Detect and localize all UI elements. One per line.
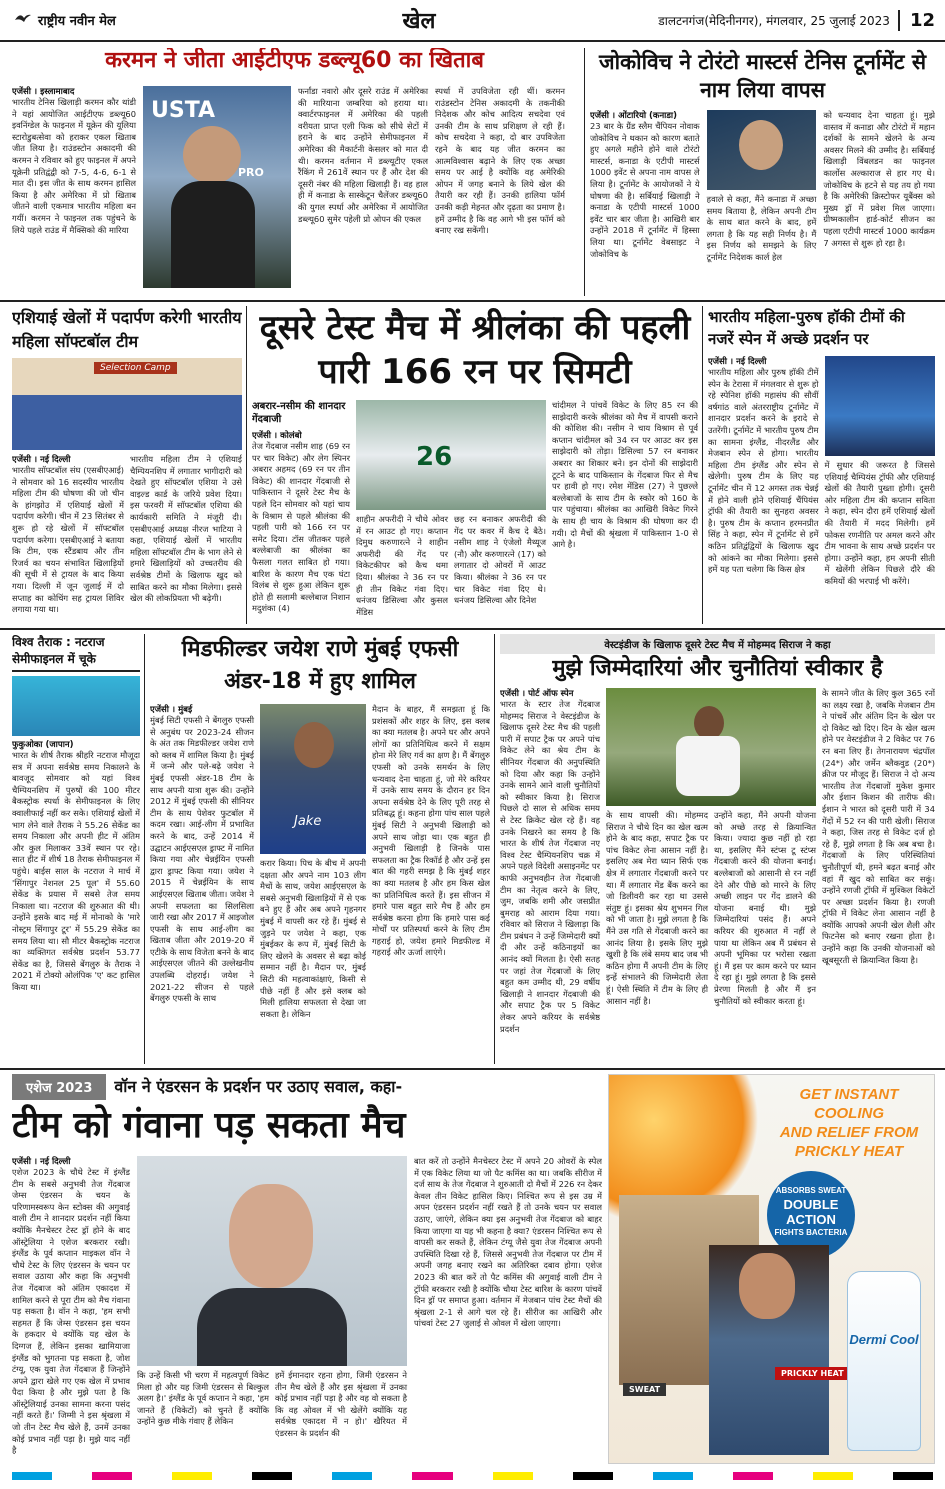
article-body: चांदीमल ने पांचवें विकेट के लिए 85 रन की साझेदारी करके श्रीलंका को मैच में वापसी कराने की कोशिश की। नसीम ने चाय विश्राम से पूर्व कप्तान चांदीमल को 34 रन पर आउट कर इस साझेदारी को तोड़ा। डिसिल्वा 57 रन बनाकर अबरार का शिकार बने। इन दोनों की साझेदारी टूटने के बाद पाकिस्तान के गेंदबाज फिर से मैच पर हावी हो गए। रमेश मेंडिस (27) ने पुछल्ले बल्लेबाजों के साथ टीम के स्कोर को 160 के पार पहुंचाया। श्रीलंका का आखिरी विकेट गिरने के साथ ही चाय के विश्राम की घोषणा कर दी गयी। दो मैचों की श्रृंखला में पाकिस्तान 1-0 से आगे है। (552, 400, 698, 550)
headline: करमन ने जीता आईटीएफ डब्ल्यू60 का खिताब (105, 48, 484, 73)
byline: फुकुओका (जापान) (12, 740, 74, 750)
article-body: हमें ईमानदार रहना होगा, जिमी एंडरसन ने तीन मैच खेले हैं और इस श्रृंखला में उनका कोई प्रभाव नहीं पड़ा है और वह वो सकता है कि वह ओवल में भी खेलेंगे क्योंकि यह सर्वश्रेष्ठ एकादश में न हो।' खैरियत में एंडरसन के प्रदर्शन की (275, 1370, 407, 1438)
article-body: को धन्यवाद देना चाहता हूं। मुझे वास्तव में कनाडा और टोरंटो में महान दर्शकों के सामने खेलने के अन्य अवसर मिलने की उम्मीद है। सर्बियाई खिलाड़ी विंबलडन का फाइनल कार्लोस अल्काराज से हार गए थे। जोकोविच के हटने से यह तय हो गया है कि अमेरिकी क्रिस्टोफर यूबैंक्स को मुख्य ड्रॉ में प्रवेश मिल जाएगा। ग्रीष्मकालीन हार्ड-कोर्ट सीजन का पहला एटीपी मास्टर्स 1000 कार्यक्रम 7 अगस्त से शुरू हो रहा है। (823, 110, 935, 248)
kicker: वेस्टइंडीज के खिलाफ दूसरे टेस्ट मैच में मोहम्मद सिराज ने कहा (500, 634, 935, 654)
article-body: बात करें तो उन्होंने मैनचेस्टर टेस्ट में अपने 20 ओवरों के स्पेल में एक विकेट लिया था जो पैट कमिंस का था। जबकि सीरीज में दर्ज साथ के तेज गेंदबाज ने शुरुआती दो मैचों में 226 रन देकर केवल तीन विकेट हासिल किए। निश्चित रूप से इस उम्र में अपन एंडरसन प्रदर्शन नहीं रखते हैं तो उनके चयन पर सवाल उठाए, जाएंगे, लेकिन क्या इस अनुभवी तेज गेंदबाज को बाहर किया जाएगा या यह भी कहना है क्या? एंडरसन निश्चित रूप से वापसी कर सकते हैं, लेकिन टंग्यू जैसे युवा तेज गेंदबाज अपनी उपस्थिति दिखा रहे हैं, जिससे अनुभवी तेज गेंदबाज पर टीम में अपनी जगह बनाए रखने का अतिरिक्त दबाव होगा। एशेज 2023 की बात करें तो पैट कमिंस की अगुवाई वाली टीम ने ट्रॉफी बरकरार रखी है क्योंकि चौथा टेस्ट बारिश के कारण पांचवें दिन ड्रॉ पर समाप्त हुआ। वर्तमान में मेजबान पांच टेस्ट मैचों की श्रृंखला 2-1 से आगे चल रहे हैं। सीरीज का आखिरी और पांचवां टेस्ट 27 जुलाई से ओवल में खेला जाएगा। (414, 1156, 602, 1329)
story-srilanka (252, 306, 698, 624)
prickly-heat-label: PRICKLY HEAT (775, 1367, 850, 1380)
article-body: भारतीय टेनिस खिलाड़ी करमन कौर थांडी ने यहां आयोजित आईटीएफ डब्ल्यू60 इवनिंग्डेल के फाइनल में यूक्रेन की यूलिया स्टारोडुबत्सेवा को हराकर एकल खिताब जीत लिया है। राउंडस्टोन अकादमी की करमन ने रविवार को हुए फाइनल में अपने यूक्रेनी प्रतिद्वंद्वी को 7-5, 4-6, 6-1 से मात दी। इस जीत के साथ करमन हासिल किया है और अमेरिका में प्रो खिताब जीतने वाली एकमात्र भारतीय महिला बन गयीं। करमन ने फाइनल तक पहुंचने के लिये पहले राउंड में मैक्सिको की मारिया (12, 97, 136, 235)
article-body: भारतीय महिला और पुरुष हॉकी टीमें स्पेन के टेरासा में मंगलवार से शुरू हो रहे स्पेनिश हॉकी महासंघ की सौवीं वर्षगांठ वाले अंतरराष्ट्रीय टूर्नामेंट में शानदार प्रदर्शन करने के इरादे से उतरेंगी। टूर्नामेंट में भारतीय पुरुष टीम का सामना इंग्लैंड, नीदरलैंड और मेजबान स्पेन से होगा। भारतीय महिला टीम इंग्लैंड और स्पेन से खेलेगी। पुरुष टीम के लिए यह टूर्नामेंट चीन में 12 अगस्त तक चेन्नई में होने वाली होने एशियाई चैंपियंस ट्रॉफी की तैयारी का सुनहरा अवसर है। पुरुष टीम के कप्तान हरमनप्रीत सिंह ने कहा, स्पेन में टूर्नामेंट से हमें कठिन प्रतिद्वंद्वियों के खिलाफ खुद को आंकने का मौका मिलेगा। इससे हमें यह पता चलेगा कि किस क्षेत्र (708, 367, 819, 575)
pro-banner-text: PRO (238, 166, 264, 179)
dateline: डालटनगंज(मेदिनीनगर), मंगलवार, 25 जुलाई 2023 (658, 13, 890, 28)
player-face (294, 722, 334, 768)
article-body: के सामने जीत के लिए कुल 365 रनों का लक्ष्य रखा है, जबकि मेजबान टीम ने पांचवें और अंतिम दिन के खेल पर दो विकेट खो दिए। दिन के खेल खत्म होने पर वेस्टइंडीज ने 2 विकेट पर 76 रन बना लिए हैं। तेगनारायण चंद्रपॉल (24*) और जर्मेन ब्लैकवुड (20*) क्रीज पर मौजूद हैं। सिराज ने दो अन्य भारतीय तेज गेंदबाजों मुकेश कुमार और ईशान किशन की तारीफ की। ईशान ने भारत को दूसरी पारी में 34 गेंदों में 52 रन की पारी खेली। सिराज ने कहा, जिस तरह से विकेट दर्ज हो रहे हैं, मुझे लगता है कि अब बचा है। गेंदबाजों के लिए परिस्थितियां चुनौतीपूर्ण थी, हमने बढ़त बनाई और वहां मैं खुद को साबित कर सकूं। उन्होंने रणजी ट्रॉफी में मुश्किल विकेटों पर अच्छा प्रदर्शन किया है। रणजी ट्रॉफी में विकेट लेना आसान नहीं है क्योंकि आपको अपनी खेल शैली और फिटनेस को बनाए रखना होता है। उन्होंने कहा कि उनकी योजनाओं को खूबसूरती से क्रियान्वित किया है। (822, 688, 935, 965)
story-karman (12, 48, 577, 296)
usta-banner-text: USTA (151, 98, 216, 123)
paper-name: राष्ट्रीय नवीन मेल (38, 14, 116, 29)
byline: एजेंसी । इस्लामाबाद (12, 87, 75, 97)
player-face (739, 120, 783, 170)
article-body: भारतीय महिला टीम ने एशियाई चैम्पियनशिप में लगातार भागीदारी को देखते हुए सॉफ्टबॉल एशिया ने उसे वाइल्ड कार्ड के जरिये प्रवेश दिया। इस फरवरी में सॉफ्टबॉल एशिया की कार्यकारी समिति ने मंजूरी दी। एसबीएआई अध्यक्ष नीरज भाटिया ने कहा, एशियाई खेलों में भारतीय महिला सॉफ्टबॉल टीम के भाग लेने से हमारे खिलाड़ियों को उच्चतरीय की सर्वश्रेष्ठ टीमों के खिलाफ खुद को साबित करने का मौका मिलेगा। इससे खेल की लोकप्रियता भी बढ़ेगी। (130, 454, 242, 604)
ad-headline-line-3: PRICKLY HEAT (794, 1143, 904, 1160)
hockey-team-photo (825, 356, 936, 456)
registration-marks (12, 1472, 933, 1480)
badge-bottom-text: FIGHTS BACTERIA (774, 1228, 848, 1237)
article-body: मैदान के बाहर, मैं समझता हूं कि प्रशंसकों और शहर के लिए, इस क्लब का क्या मतलब है। अपने घर और अपने लोगों का प्रतिनिधित्व करने में सक्षम होना मेरे लिए गर्व का क्षण है। मैं बेंगलुरु एफसी को उनके समर्थन के लिए धन्यवाद देना चाहता हूं, जो मेरे करियर में उनके साथ समय के दौरान हर दिन अपना सर्वश्रेष्ठ देने के लिए पूरी तरह से प्रतिबद्ध हूं। कहना होगा पांच साल पहले मुंबई सिटी ने अनुभवी खिलाड़ी को अपने साथ जोड़ा था। एक बहुत ही अनुभवी खिलाड़ी है जिनके पास सफलता का ट्रैक रिकॉर्ड है और उन्हें इस बात की गहरी समझ है कि मुंबई शहर का क्या मतलब है और हम किस खेल का प्रतिनिधित्व करते हैं। इस सीजन में हमारे पास बहुत सारे मैच हैं और हम सर्वश्रेष्ठ करना होगा कि हमारे पास कई मोर्चों पर प्रतिस्पर्धा करने के लिए टीम गहराई हो, जयेश हमारे मिडफील्ड में गहराई और ऊर्जा लाएंगे। (372, 704, 490, 958)
headline: टीम को गंवाना पड़ सकता मैच (12, 1105, 406, 1146)
bird-logo-icon (14, 12, 32, 28)
softball-team-photo (12, 358, 242, 450)
paper-logo (0, 11, 300, 29)
headline: जोकोविच ने टोरंटो मास्टर्स टेनिस टूर्नामेंट से नाम लिया वापस (598, 50, 927, 102)
article-body: फर्नांडा नवारो और दूसरे राउंड में अमेरिका की मारियाना जम्बरिया को हराया था। क्वार्टरफाइनल में अमेरिका की पहली वरीयता प्राप्त एली फिक को सीधे सेटों में हराने के बाद उन्होंने सेमीफाइनल में अमेरिका की मैकार्टनी केसलर को मात दी थी। करमन वर्तमान में डब्ल्यूटीए एकल रैंकिंग में 261वें स्थान पर हैं और देश की दूसरी नंबर की महिला खिलाड़ी हैं। वह हाल ही में कनाडा के सास्केटून चैलेंजर डब्ल्यू60 की युगल स्पर्धा और अमेरिका में आयोजित डब्ल्यू60 सुमेर पहेली प्रो ओपन की एकल (298, 86, 428, 224)
advertisement (608, 1074, 935, 1464)
story-djokovic (590, 48, 935, 296)
kicker: वॉन ने एंडरसन के प्रदर्शन पर उठाए सवाल, कहा- (114, 1077, 403, 1097)
story-ashes (12, 1074, 602, 1464)
siraj-photo (606, 688, 816, 806)
story-natraj (12, 634, 140, 1064)
article-body: भारत के शीर्ष तैराक श्रीहरि नटराज मौजूदा सत्र में अपना सर्वश्रेष्ठ समय निकालने के बावजूद सोमवार को यहां विश्व चैम्पियनशिप में पुरुषों की 100 मीटर बैकस्ट्रोक स्पर्धा के सेमीफाइनल के लिए क्वालीफाई नहीं कर सके। एशियाई खेलों में भाग लेने वाले तैराक ने 55.26 सेकेंड का समय निकाला और अपनी हीट में अंतिम और कुल मिलाकर 33वें स्थान पर रहे। सात हीट में शीर्ष 18 तैराक सेमीफाइनल में पहुंचे। बाईस साल के नटराज ने मार्च में 'सिंगापुर नेशनल 25 पूल' में 55.60 सेकेंड के प्रयास में सबसे तेज समय निकाला था। नटराज की शुरुआत की थी। उन्होंने इसके बाद मई में मोनाको के 'मारे नोस्ट्रम सिंगापुर टूर' में 55.29 सेकेंड का समय लिया था। सौ मीटर बैकस्ट्रोक नटराज का व्यक्तिगत सर्वश्रेष्ठ प्रदर्शन 53.77 सेकेंड का है, जिससे बेंगलुरु के तैराक ने 2021 में टोक्यो ओलंपिक 'ए' कट हासिल किया था। (12, 750, 140, 992)
model-face (739, 1253, 795, 1319)
model-photo (709, 1245, 829, 1455)
kicker: अबरार-नसीम की शानदार गेंदबाजी (252, 401, 346, 425)
headline: मुझे जिम्मेदारियां और चुनौतियां स्वीकार है (552, 656, 883, 681)
jersey-sponsor: Jake (294, 814, 322, 829)
swimmer-photo (12, 676, 140, 736)
headline: एशियाई खेलों में पदार्पण करेगी भारतीय महिला सॉफ्टबॉल टीम (12, 308, 242, 351)
story-siraj (500, 634, 935, 1064)
ad-headline (769, 1085, 929, 1161)
article-body: के साथ वापसी की। मोहम्मद सिराज ने चौथे दिन का खेल खत्म होने के बाद कहा, सपाट ट्रैक पर पांच विकेट लेना आसान नहीं है। इसलिए अब मेरा ध्यान सिर्फ एक क्षेत्र में लगातार गेंदबाजी करने पर था। मैं लगातार मेंड बैंक करने का जो डिलीवरी कर रहा था उससे संतुष्ट हूं। इसका श्रेय शुभमन गिल को भी जाता है। मुझे लगता है कि मैंने उस गति से गेंदबाजी करने का आनंद लिया है। इसके लिए मुझे खुशी है कि लंबे समय बाद जब भी कठिन होगा मैं अपनी टीम के लिए इन्हें संभालने की जिम्मेदारी लेता हूं। ऐसी स्थिति में टीम के लिए ही आसान नहीं है। (606, 810, 708, 1006)
section-rule (0, 628, 945, 630)
story-hockey (708, 306, 935, 624)
article-body: 23 बार के ग्रैंड स्लैम चैंपियन नोवाक जोकोविच ने थकान को कारण बताते हुए अगले महीने होने वाले टोरंटो मास्टर्स, कनाडा के एटीपी मास्टर्स 1000 इवेंट से अपना नाम वापस ले लिया है। टूर्नामेंट के आयोजकों ने ये घोषणा की है। सर्बियाई खिलाड़ी ने कनाडा के एटीपी मास्टर्स 1000 इवेंट चार बार जीता है। आखिरी बार उन्होंने 2018 में टूर्नामेंट में हिस्सा लिया था। टूर्नामेंट वेबसाइट ने जोकोविच के (590, 121, 700, 259)
article-body: तेज गेंदबाज नसीम शाह (69 रन पर चार विकेट) और लेग स्पिनर अबरार अहमद (69 रन पर तीन विकेट) की शानदार गेंदबाजी से पाकिस्तान ने दूसरे टेस्ट मैच के पहले दिन सोमवार को यहां चाय के विश्राम से पहले श्रीलंका की पहली पारी को 166 रन पर समेट दिया। टॉस जीतकर पहले बल्लेबाजी का श्रीलंका का फैसला गलत साबित हो गया। बारिश के कारण मैच एक घंटा विलंब से शुरू हुआ लेकिन शुरू होते ही सलामी बल्लेबाज निशान मदुशंका (4) (252, 441, 350, 614)
story-rane (150, 634, 490, 1064)
section-title: खेल (402, 9, 436, 34)
byline: एजेंसी । नई दिल्ली (708, 357, 767, 367)
player-face (694, 706, 724, 740)
article-body: कि उन्हें किसी भी चरण में महत्वपूर्ण विकेट मिला हो और यह जिमी एंडरसन से बिल्कुल अलग है।' इंग्लैंड के पूर्व कप्तान ने कहा, 'हम जानते हैं (विकेटों) को चुनते हैं क्योंकि उन्होंने कुछ मीके गंवाए हैं लेकिन (137, 1370, 269, 1427)
section-rule (0, 1068, 945, 1070)
column-divider (246, 306, 247, 624)
byline: एजेंसी । कोलंबो (252, 431, 302, 441)
player-body (171, 181, 255, 288)
headline: भारतीय महिला-पुरुष हॉकी टीमों की नजरें स्पेन में अच्छे प्रदर्शन पर (708, 308, 905, 348)
article-body: भारत के स्टार तेज गेंदबाज मोहम्मद सिराज ने वेस्टइंडीज के खिलाफ दूसरे टेस्ट मैच की पहली पारी में सपाट ट्रैक पर अपने पांच विकेट लेने का श्रेय टीम के सीनियर गेंदबाज की अनुपस्थिति को दिया और कहा कि उन्होंने उनके सामने आने वाली चुनौतियों को स्वीकार किया है। सिराज पिछले दो साल से अधिक समय से टेस्ट क्रिकेट खेल रहे हैं। वह उनके निखरने का समय है कि भारत के शीर्ष तेज गेंदबाज नए विश्व टेस्ट चैम्पियनशिप चक्र में अपने पहले विदेशी असाइनमेंट पर काफी अनुभवहीन तेज गेंदबाजी टीम का नेतृत्व करने के लिए, जुम, जबकि शमी और जसप्रीत बुमराह को आराम दिया गया। रविवार को सिराज ने खिलाड़ा कि टीम प्रबंधन ने उन्हें जिम्मेदारी क्यों दी और उन्हें कठिनाइयों का आनंद क्यों मिलता है। ऐसी सतह पर जहां तेज गेंदबाजों के लिए बहुत कम उम्मीद थी, 29 वर्षीय खिलाड़ी ने शानदार गेंदबाजी की और सपाट ट्रैक पर 5 विकेट लेकर अपने करियर के सर्वश्रेष्ठ प्रदर्शन (500, 699, 600, 1034)
article-body: उन्होंने कहा, मैंने अपनी योजना को अच्छे तरह से क्रियान्वित किया। ज्यादा कुछ नहीं हो रहा था, इसलिए मैंने स्टंप्स टू स्टंप्स गेंदबाजी करने की योजना बनाई। बल्लेबाजों को आसानी से रन नहीं देने और पीछे को मारने के लिए अच्छी लाइन पर गेंद डालने की योजना बनाई थी। मुझे जिम्मेदारियां पसंद हैं। अपने करियर की शुरुआत में नहीं ले पाया था लेकिन अब मैं प्रबंधन से अपनी भूमिका पर भरोसा रखता हूं। मैं इस पर काम करने पर ध्यान दे रहा हूं। मुझे लगता है कि इससे प्रेरणा मिलती है और मैं इन चुनौतियों को स्वीकार करता हूं। (714, 810, 816, 1006)
series-tag: एशेज 2023 (12, 1074, 106, 1100)
karman-photo (143, 86, 291, 288)
badge-mid-text-2: ACTION (786, 1212, 836, 1227)
ad-headline-line-2: AND RELIEF FROM (779, 1124, 919, 1141)
page-number: 12 (898, 10, 945, 31)
sweat-label: SWEAT (623, 1383, 666, 1396)
story-softball (12, 306, 242, 624)
cricket-celebration-photo (356, 400, 546, 510)
byline: एजेंसी । पोर्ट ऑफ स्पेन (500, 689, 574, 699)
section-rule (0, 300, 945, 302)
camp-banner-text: Selection Camp (94, 362, 177, 374)
column-divider (494, 634, 495, 1064)
headline: दूसरे टेस्ट मैच में श्रीलंका की पहली पारी 166 रन पर सिमटी (259, 308, 691, 392)
djokovic-photo (707, 110, 817, 190)
column-divider (702, 306, 703, 624)
headline: मिडफील्डर जयेश राणे मुंबई एफसी अंडर-18 में हुए शामिल (181, 637, 459, 694)
vaughan-photo (137, 1156, 407, 1366)
product-bottle (847, 1271, 921, 1451)
article-body: छह रन बनाकर अफरीदी की गेंद पर कवर में कैच दे बैठे। नसीम शाह ने एंजेलो मैथ्यूज (नौ) और करुणारत्ने (17) को लगातार दो ओवरों में आउट किया। श्रीलंका ने 36 रन पर चार विकेट गंवा दिए थे। धनंजय डिसिल्वा और दिनेश (454, 514, 546, 606)
jersey-number: 26 (416, 442, 453, 472)
article-body: शाहीन अफरीदी ने चौथे ओवर में रन आउट हो गए। कप्तान दिमुथ करुणारत्ने ने शाहीन अफरीदी की गेंद पर विकेटकीपर को कैच थमा दिया। श्रीलंका ने 36 रन पर ही तीन विकेट गंवा दिए। धनंजय डिसिल्वा और कुसल मेंडिस (356, 514, 448, 617)
badge-top-text: ABSORBS SWEAT (775, 1186, 847, 1195)
article-body: में सुधार की जरूरत है जिससे एशियाई चैम्पियंस ट्रॉफी और एशियाई खेलों की तैयारी पुख्ता होगी। दूसरी ओर महिला टीम की कप्तान सविता ने कहा, स्पेन दौरा हमें एशियाई खेलों की तैयारी में मदद मिलेगी। हमें फोकस रणनीति पर अमल करने और टीम भावना के साथ अच्छे प्रदर्शन पर होगा। उन्होंने कहा, हम अपनी सीती में खेलेंगी लेकिन पिछले दौरे की कमियों की भरपाई भी करेंगे। (824, 460, 935, 586)
masthead (0, 0, 945, 42)
color-registration-strip (12, 1472, 933, 1482)
article-body: करार किया। पिच के बीच में अपनी दक्षता और अपने नाम 103 लीग मैचों के साथ, जयेश आईएसएल के सबसे अनुभवी खिलाड़ियों में से एक बने हुए हैं और अब अपने गृहनगर मुंबई में वापसी कर रहे हैं। मुंबई से जुड़ने पर जयेश ने कहा, एक मुंबईकर के रूप में, मुंबई सिटी के लिए खेलने के अवसर से बढ़ा कोई सम्मान नहीं है। मैदान पर, मुंबई सिटी की महत्वाकांक्षाएं, किसी से पीछे नहीं हैं और इसे क्लब को मिली हालिया सफलता से देखा जा सकता है। लेकिन (260, 858, 366, 1019)
brand-name: Dermi Cool (849, 1332, 919, 1347)
article-body: मुंबई सिटी एफसी ने बेंगलुरु एफसी से अनुबंध पर 2023-24 सीजन के अंत तक मिडफील्डर जयेश राणे को क्लब में शामिल किया है। मुंबई में जन्मे और पले-बढ़े जयेश ने मुंबई एफसी अंडर-18 टीम के साथ अपनी यात्रा शुरू की। उन्होंने 2012 में मुंबई एफसी की सीनियर टीम के साथ पेशेवर फुटबॉल में कदम रखा। आई-लीग में प्रभावित करने के बाद, उन्हें 2014 में उद्घाटन आईएसएल ड्राफ्ट में नामित किया गया और चेन्नईयिन एफसी द्वारा ड्राफ्ट किया गया। जयेश ने 2015 में चेन्नईयिन के साथ आईएसएल खिताब जीता। जयेश ने अपनी सफलता का सिलसिला जारी रखा और 2017 में आइजोल एफसी के साथ आई-लीग का खिताब जीता और 2019-20 में एटीके के साथ विजेता बनने के बाद आईएसएल जीतने की उल्लेखनीय उपलब्धि दोहराई। जयेश ने 2021-22 सीजन से पहले बेंगलुरु एफसी के साथ (150, 715, 254, 1004)
byline: एजेंसी । ओंटारियो (कनाडा) (590, 111, 678, 121)
player-face (183, 126, 241, 184)
person-face (229, 1184, 313, 1288)
badge-mid-text-1: DOUBLE (783, 1197, 839, 1212)
person-body (197, 1288, 347, 1366)
column-divider (584, 48, 585, 296)
article-body: स्पर्धा में उपविजेता रही थीं। करमन राउंडस्टोन टेनिस अकादमी के तकनीकी निदेशक और कोच आदित्य सचदेवा एवं उनकी टीम के साथ प्रशिक्षण ले रही हैं। कोच सचदेवा ने कहा, दो बार उपविजेता रहने के बाद यह जीत करमन का आत्मविश्वास बढ़ाने के लिए एक अच्छा समय पर आई है क्योंकि वह अमेरिकी ओपन में जगह बनाने के लिये खेल की तैयारी कर रही हैं। उनकी हालिया फॉर्म उनकी कड़ी मेहनत और दृढ़ता का प्रमाण है। हमें उम्मीद है कि वह आगे भी इस फॉर्म को बनाए रख सकेंगी। (435, 86, 565, 236)
ad-headline-line-1: GET INSTANT COOLING (799, 1086, 899, 1122)
article-body: भारतीय सॉफ्टबॉल संघ (एसबीएआई) ने सोमवार को 16 सदस्यीय भारतीय महिला टीम की घोषणा की जो चीन के हांगझोउ में एशियाई खेलों में पदार्पण करेगी। चीन में 23 सितंबर से शुरू हो रहे खेलों में सॉफ्टबॉल पदार्पण करेगा। एसबीएआई ने बताया कि टीम, एक स्टैंडबाय और तीन रिजर्व का चयन संभावित खिलाड़ियों की सूची में से ट्रायल के बाद किया गया। दिल्ली में जून जुलाई में दो सप्ताह का कोचिंग सह ट्रायल शिविर लगाया गया था। (12, 465, 124, 615)
column-divider (144, 634, 145, 1064)
headline: विश्व तैराक : नटराज सेमीफाइनल में चूके (12, 634, 140, 672)
article-body: हवाले से कहा, मैंने कनाडा में अच्छा समय बिताया है, लेकिन अपनी टीम के साथ बात करने के बाद, हमें लगता है कि यह सही निर्णय है। मैं इस निर्णय को समझने के लिए टूर्नामेंट निदेशक कार्ल हेल (706, 194, 817, 262)
byline: एजेंसी । नई दिल्ली (12, 455, 71, 465)
byline: एजेंसी । मुंबई (150, 705, 193, 715)
byline: एजेंसी । नई दिल्ली (12, 1157, 71, 1167)
article-body: एशेज 2023 के चौथे टेस्ट में इंग्लैंड टीम के सबसे अनुभवी तेज गेंदबाज जेम्स एंडरसन के चयन के परिणामस्वरूप केन स्टोक्स की अगुवाई वाली टीम ने शानदार प्रदर्शन नहीं किया क्योंकि मैनचेस्टर टेस्ट ड्रॉ होने के बाद ऑस्ट्रेलिया ने एशेज बरकरार रखी। इंग्लैंड के पूर्व कप्तान माइकल वॉन ने चौथे टेस्ट के लिए एंडरसन के चयन पर सवाल उठाया और कहा कि अनुभवी तेज गेंदबाज को अंतिम एकादश में शामिल करने से पूरा टीम को मैच गंवाना पड़ सकता है। वॉन ने कहा, 'हम सभी सहमत हैं कि जेम्स एंडरसन इस चयन के हकदार थे क्योंकि यह खेल के दिग्गज हैं, लेकिन इसका खामियाजा इंग्लैंड को भुगतना पड़ सकता है, जोश टंग्यू, एक युवा तेज गेंदबाज हैं जिन्होंने अपने द्वारा खेले गए एक खेल में प्रभाव पैदा किया है और मुझे पता है कि ऑस्ट्रेलियाई उनका सामना करना पसंद नहीं करते हैं।' जिम्मी ने इस श्रृंखला में जो तीन टेस्ट मैच खेले हैं, उनमें उनका कोई प्रभाव नहीं पड़ा है। मुझे याद नहीं है (12, 1167, 130, 1456)
player-body (676, 736, 740, 796)
rane-photo (260, 704, 366, 854)
